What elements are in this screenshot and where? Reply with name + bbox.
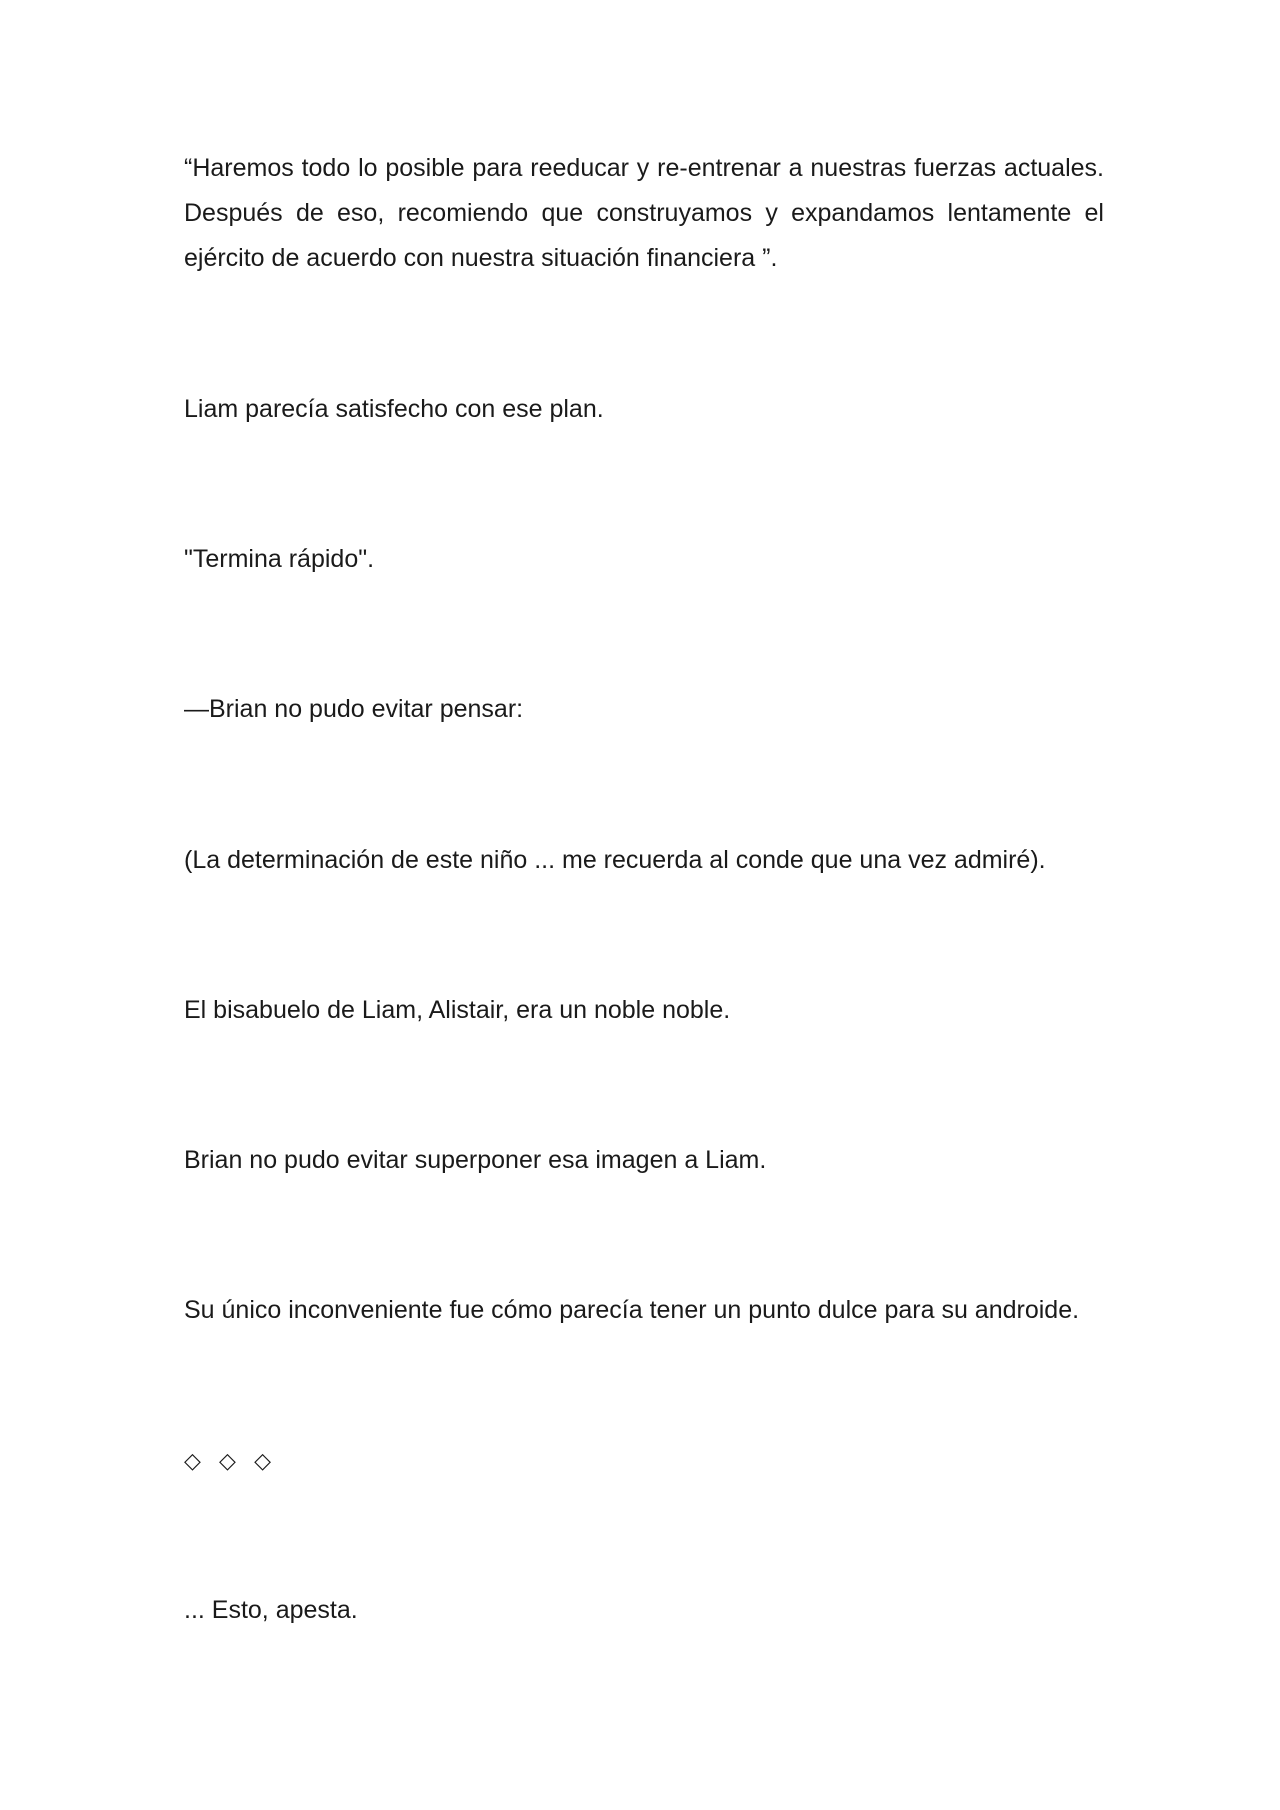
- paragraph-esto-apesta: ... Esto, apesta.: [184, 1596, 358, 1624]
- paragraph-termina-rapido: "Termina rápido".: [184, 545, 375, 573]
- paragraph-brian-thought: —Brian no pudo evitar pensar:: [184, 695, 524, 723]
- paragraph-only-drawback: Su único inconveniente fue cómo parecía tener un punto dulce para su androide.: [184, 1296, 1080, 1324]
- scene-break-diamonds: ◇ ◇ ◇: [184, 1448, 277, 1473]
- paragraph-dialogue-plan: “Haremos todo lo posible para reeducar y re-entrenar a nuestras fuerzas actuales. Después de eso, recomiendo que construyamos y expandamos lentamente el ejército de acuerdo con nuestra situación financiera ”.: [184, 154, 1104, 272]
- paragraph-liam-satisfied: Liam parecía satisfecho con ese plan.: [184, 395, 604, 423]
- paragraph-great-grandfather: El bisabuelo de Liam, Alistair, era un noble noble.: [184, 996, 731, 1024]
- paragraph-determination: (La determinación de este niño ... me recuerda al conde que una vez admiré).: [184, 846, 1046, 874]
- paragraph-superimpose-image: Brian no pudo evitar superponer esa imagen a Liam.: [184, 1146, 767, 1174]
